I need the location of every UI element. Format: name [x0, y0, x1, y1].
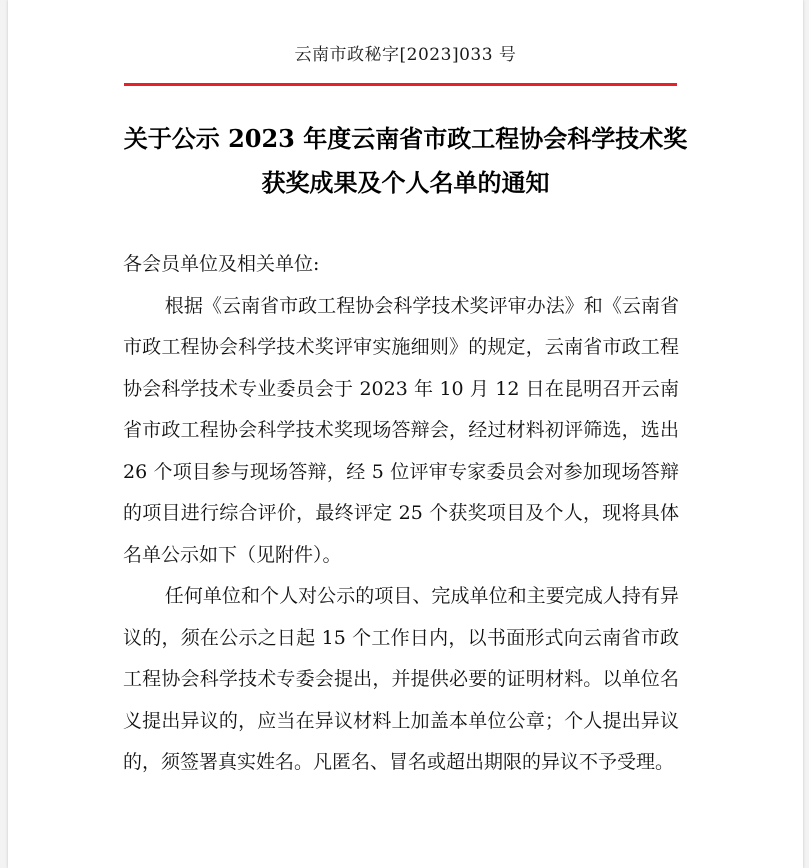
- red-header-rule: [124, 83, 677, 86]
- body-paragraph-2: 任何单位和个人对公示的项目、完成单位和主要完成人持有异议的，须在公示之日起 15 个工作日内，以书面形式向云南省市政工程协会科学技术专委会提出，并提供必要的证明材料。以单位名义提出异议的，应当在异议材料上加盖本单位公章；个人提出异议的，须签署真实姓名。凡匿名、冒名或超出期限的异议不予受理。: [123, 585, 679, 773]
- salutation: 各会员单位及相关单位:: [123, 253, 320, 275]
- title-line-2: 获奖成果及个人名单的通知: [261, 168, 550, 197]
- title-line-1: 关于公示 2023 年度云南省市政工程协会科学技术奖: [123, 124, 688, 153]
- document-body: [123, 244, 679, 784]
- document-title: [108, 117, 703, 205]
- document-page: [8, 0, 803, 868]
- body-paragraph-1: 根据《云南省市政工程协会科学技术奖评审办法》和《云南省市政工程协会科学技术奖评审实施细则》的规定，云南省市政工程协会科学技术专业委员会于 2023 年 10 月 12 日在昆明召开云南省市政工程协会科学技术奖现场答辩会，经过材料初评筛选，选出 26 个项目参与现场答辩，经 5 位评审专家委员会对参加现场答辩的项目进行综合评价，最终评定 25 个获奖项目及个人，现将具体名单公示如下（见附件）。: [123, 294, 679, 566]
- document-number: 云南市政秘字[2023]033 号: [294, 45, 517, 65]
